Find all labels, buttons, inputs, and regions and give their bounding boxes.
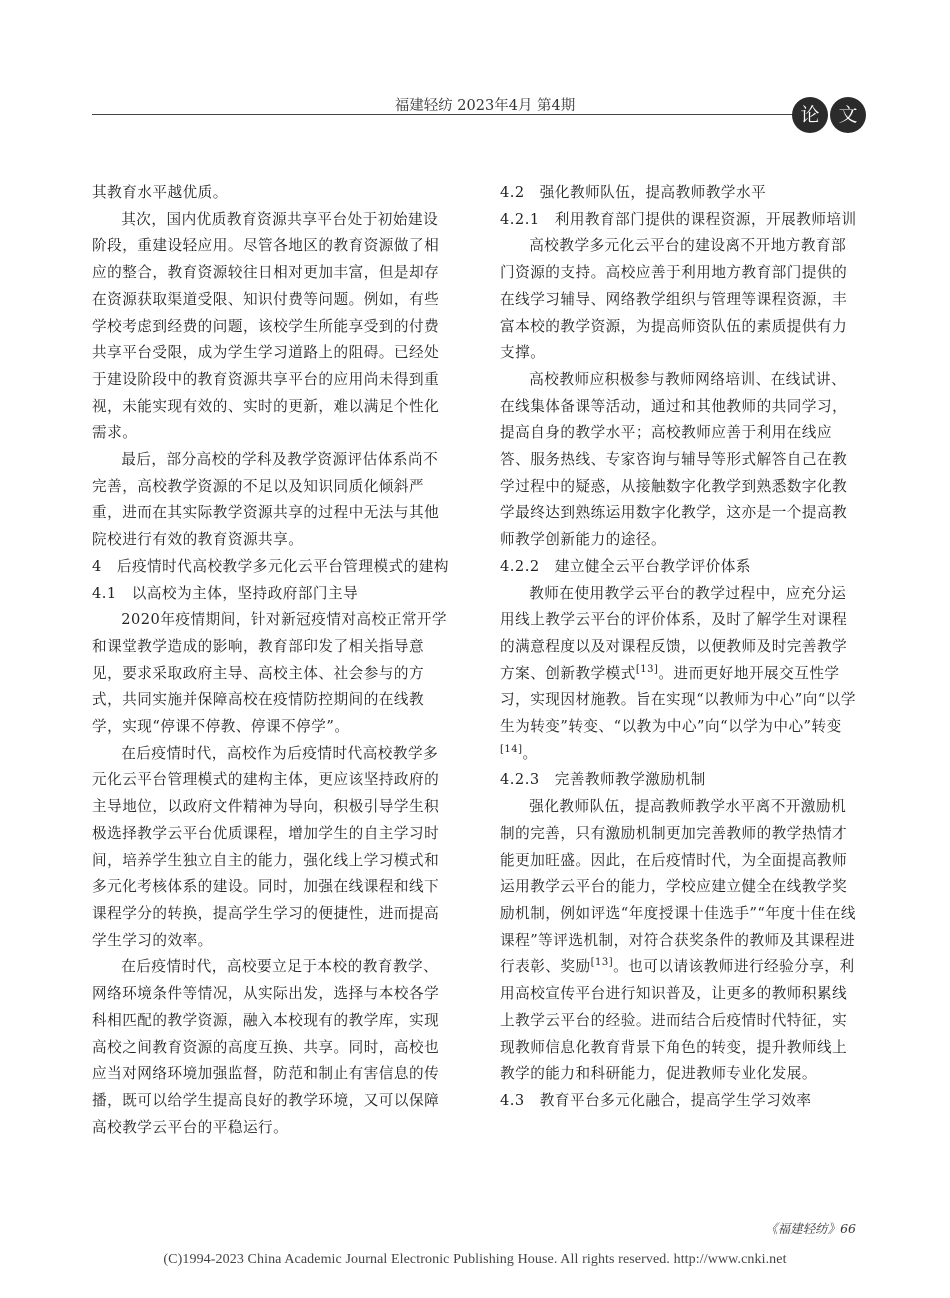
paragraph: 高校教师应积极参与教师网络培训、在线试讲、在线集体备课等活动，通过和其他教师的共同学习，提高自身的教学水平；高校教师应善于利用在线应答、服务热线、专家咨询与辅导等形式解答自己在教学过程中的疑惑，从接触数字化教学到熟悉数字化教学最终达到熟练运用数字化教学，这亦是一个提高教师教学创新能力的途径。 (500, 370, 848, 549)
header-divider (92, 114, 794, 115)
subsection-heading-4-2-3: 4.2.3 完善教师教学激励机制 (500, 771, 706, 789)
citation: [13] (635, 663, 659, 675)
copyright-line: (C)1994-2023 China Academic Journal Electronic Publishing House. All rights reserved. http://www.cnki.net (163, 1252, 787, 1267)
left-column (92, 180, 450, 1141)
paragraph (500, 581, 858, 768)
citation: [13] (590, 957, 614, 969)
paragraph: 2020年疫情期间，针对新冠疫情对高校正常开学和课堂教学造成的影响，教育部印发了相关指导意见，要求采取政府主导、高校主体、社会参与的方式，共同实施并保障高校在疫情防控期间的在线教学，实现“停课不停教、停课不停学”。 (92, 611, 448, 736)
citation: [14] (500, 743, 523, 755)
paragraph: 在后疫情时代，高校要立足于本校的教育教学、网络环境条件等情况，从实际出发，选择与本校各学科相匹配的教学资源，融入本校现有的教学库，实现高校之间教育资源的高度互换、共享。同时，高校也应当对网络环境加强监督，防范和制止有害信息的传播，既可以给学生提高良好的教学环境，又可以保障高校教学云平台的平稳运行。 (92, 958, 440, 1136)
subsection-heading-4-2-1: 4.2.1 利用教育部门提供的课程资源，开展教师培训 (500, 210, 857, 228)
paragraph-text: 。也可以请该教师进行经验分享，利用高校宣传平台进行知识普及，让更多的教师积累线上教学云平台的经验。进而结合后疫情时代特征，实现教师信息化教育背景下角色的转变，提升教师线上教学的能力和科研能力，促进教师专业化发展。 (500, 958, 855, 1083)
subsection-heading-4-1: 4.1 以高校为主体，坚持政府部门主导 (92, 584, 359, 602)
paragraph: 最后，部分高校的学科及教学资源评估体系尚不完善，高校教学资源的不足以及知识同质化倾斜严重，进而在其实际教学资源共享的过程中无法与其他院校进行有效的教育资源共享。 (92, 451, 440, 549)
paragraph-text: 教师在使用教学云平台的教学过程中，应充分运用线上教学云平台的评价体系，及时了解学生对课程的满意程度以及对课程反馈，以便教师及时完善教学方案、创新教学模式 (500, 584, 848, 682)
paragraph (500, 794, 858, 1088)
section-badge-lun: 论 (792, 97, 828, 133)
subsection-heading-4-3: 4.3 教育平台多元化融合，提高学生学习效率 (500, 1091, 812, 1109)
subsection-heading-4-2: 4.2 强化教师队伍，提高教师教学水平 (500, 184, 767, 201)
paragraph: 在后疫情时代，高校作为后疫情时代高校教学多元化云平台管理模式的建构主体，更应该坚持政府的主导地位，以政府文件精神为导向，积极引导学生积极选择教学云平台优质课程，增加学生的自主学习时间，培养学生独立自主的能力，强化线上学习模式和多元化考核体系的建设。同时，加强在线课程和线下课程学分的转换，提高学生学习的便捷性，进而提高学生学习的效率。 (92, 744, 440, 949)
section-heading-4: 4 后疫情时代高校教学多元化云平台管理模式的建构 (92, 557, 449, 575)
right-column (500, 180, 858, 1115)
page-number: 《福建轻纺》66 (765, 1221, 856, 1236)
paragraph-text: 。进而更好地开展交互性学习，实现因材施教。旨在实现“以教师为中心”向“以学生为转变”转变、“以教为中心”向“以学为中心”转变 (500, 664, 856, 736)
subsection-heading-4-2-2: 4.2.2 建立健全云平台教学评价体系 (500, 557, 751, 575)
paragraph-text: 强化教师队伍，提高教师教学水平离不开激励机制的完善，只有激励机制更加完善教师的教学热情才能更加旺盛。因此，在后疫情时代，为全面提高教师运用教学云平台的能力，学校应建立健全在线教学奖励机制，例如评选“年度授课十佳选手”“年度十佳在线课程”等评选机制，对符合获奖条件的教师及其课程进行表彰、奖励 (500, 798, 856, 976)
journal-header: 福建轻纺 2023年4月 第4期 (394, 98, 576, 114)
paragraph-text: 。 (522, 744, 538, 762)
paragraph: 其教育水平越优质。 (92, 184, 228, 201)
paragraph: 高校教学多元化云平台的建设离不开地方教育部门资源的支持。高校应善于利用地方教育部门提供的在线学习辅导、网络教学组织与管理等课程资源，丰富本校的教学资源，为提高师资队伍的素质提供有力支撑。 (500, 237, 848, 362)
section-badge-wen: 文 (830, 97, 866, 133)
paragraph: 其次，国内优质教育资源共享平台处于初始建设阶段，重建设轻应用。尽管各地区的教育资源做了相应的整合，教育资源较往日相对更加丰富，但是却存在资源获取渠道受限、知识付费等问题。例如，有些学校考虑到经费的问题，该校学生所能享受到的付费共享平台受限，成为学生学习道路上的阻碍。已经处于建设阶段中的教育资源共享平台的应用尚未得到重视，未能实现有效的、实时的更新，难以满足个性化需求。 (92, 210, 440, 442)
